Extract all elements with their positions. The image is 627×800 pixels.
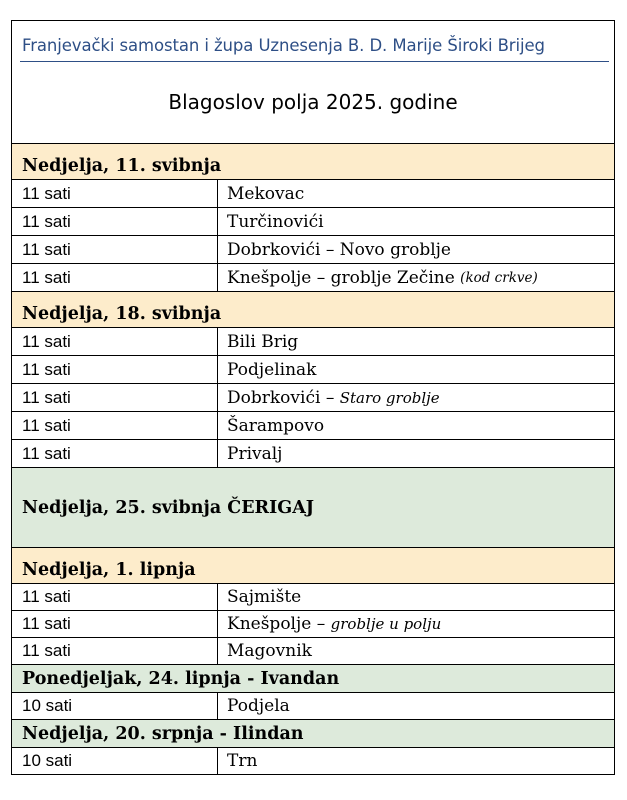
place-cell xyxy=(218,638,614,664)
place-text: Dobrkovići – Novo groblje xyxy=(227,239,451,260)
page-title: Blagoslov polja 2025. godine xyxy=(168,90,458,114)
place-cell xyxy=(218,412,614,439)
time-cell: 11 sati xyxy=(12,264,218,291)
table-row xyxy=(12,384,614,412)
section-heading: Nedjelja, 1. lipnja xyxy=(12,548,614,584)
table-row xyxy=(12,180,614,208)
place-cell xyxy=(218,384,614,411)
place-cell xyxy=(218,328,614,355)
organization-name: Franjevački samostan i župa Uznesenja B. D. Marije Široki Brijeg xyxy=(22,36,545,55)
table-row xyxy=(12,356,614,384)
place-text: Privalj xyxy=(227,443,283,464)
time-cell: 11 sati xyxy=(12,638,218,664)
document-header xyxy=(12,21,614,144)
place-cell xyxy=(218,356,614,383)
time-cell: 11 sati xyxy=(12,208,218,235)
time-cell: 10 sati xyxy=(12,693,218,719)
place-text: Podjelinak xyxy=(227,359,317,380)
time-cell: 11 sati xyxy=(12,412,218,439)
schedule-document xyxy=(11,20,615,775)
place-text: Sajmište xyxy=(227,587,302,607)
place-cell xyxy=(218,693,614,719)
place-text: Bili Brig xyxy=(227,331,299,352)
section-heading: Ponedjeljak, 24. lipnja - Ivandan xyxy=(12,665,614,693)
table-row xyxy=(12,328,614,356)
section-heading: Nedjelja, 11. svibnja xyxy=(12,144,614,180)
table-row xyxy=(12,638,614,665)
section-heading: Nedjelja, 18. svibnja xyxy=(12,292,614,328)
time-cell: 11 sati xyxy=(12,584,218,610)
section-heading: Nedjelja, 20. srpnja - Ilindan xyxy=(12,720,614,748)
place-text: Podjela xyxy=(227,696,290,716)
place-note: groblje u polju xyxy=(330,615,442,633)
place-text: Knešpolje – xyxy=(227,614,326,634)
place-cell xyxy=(218,236,614,263)
place-note: (kod crkve) xyxy=(460,269,538,286)
table-row xyxy=(12,611,614,638)
place-cell xyxy=(218,611,614,637)
table-row xyxy=(12,412,614,440)
place-text: Trn xyxy=(227,751,258,771)
place-cell xyxy=(218,748,614,774)
time-cell: 11 sati xyxy=(12,236,218,263)
time-cell: 11 sati xyxy=(12,384,218,411)
place-cell xyxy=(218,208,614,235)
section-heading: Nedjelja, 25. svibnja ČERIGAJ xyxy=(12,468,614,548)
place-text: Dobrkovići – xyxy=(227,387,335,408)
table-row xyxy=(12,236,614,264)
place-cell xyxy=(218,264,614,291)
table-row xyxy=(12,264,614,292)
place-text: Magovnik xyxy=(227,641,312,661)
table-row xyxy=(12,440,614,468)
table-row xyxy=(12,584,614,611)
header-underline xyxy=(20,61,609,62)
table-row xyxy=(12,693,614,720)
place-text: Knešpolje – groblje Zečine xyxy=(227,267,455,288)
time-cell: 11 sati xyxy=(12,328,218,355)
time-cell: 10 sati xyxy=(12,748,218,774)
place-note: Staro groblje xyxy=(339,388,440,407)
place-cell xyxy=(218,440,614,467)
place-cell xyxy=(218,584,614,610)
time-cell: 11 sati xyxy=(12,440,218,467)
place-text: Turčinovići xyxy=(227,211,324,232)
time-cell: 11 sati xyxy=(12,356,218,383)
place-text: Šarampovo xyxy=(227,415,325,436)
table-row xyxy=(12,748,614,775)
time-cell: 11 sati xyxy=(12,611,218,637)
place-cell xyxy=(218,180,614,207)
place-text: Mekovac xyxy=(227,183,305,204)
table-row xyxy=(12,208,614,236)
time-cell: 11 sati xyxy=(12,180,218,207)
